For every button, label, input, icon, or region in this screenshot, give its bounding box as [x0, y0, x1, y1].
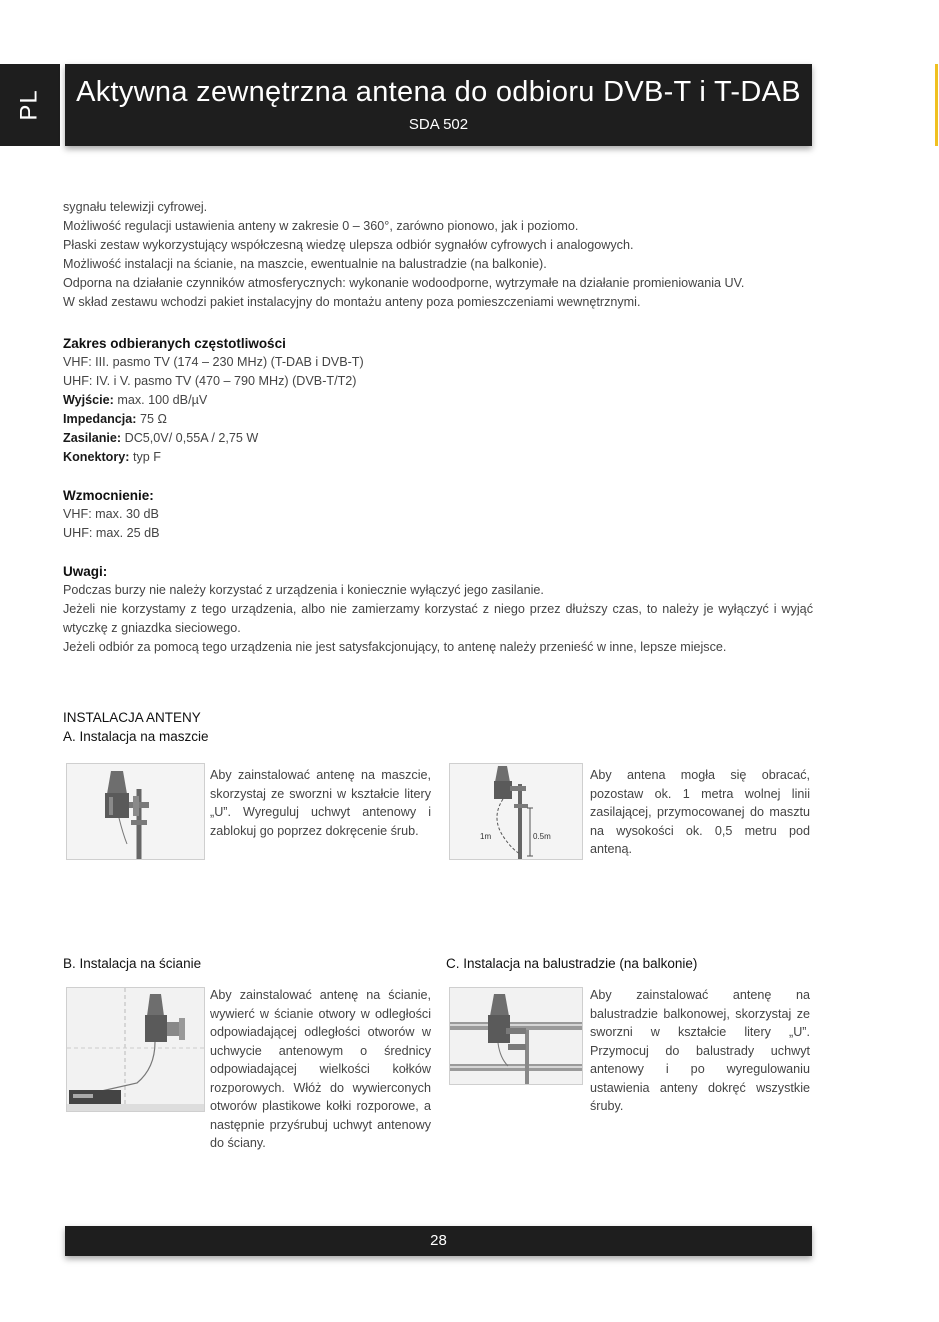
- frequency-heading: Zakres odbieranych częstotliwości: [63, 336, 286, 351]
- intro-line: Możliwość regulacji ustawienia anteny w zakresie 0 – 360°, zarówno pionowo, jak i poziomo.: [63, 219, 579, 233]
- page-number: 28: [430, 1232, 447, 1249]
- mast-mount-image: [66, 763, 205, 860]
- section-a-text-2: Aby antena mogła się obracać, pozostaw ok. 1 metra wolnej linii zasilającej, przymocowanej do masztu na wysokości ok. 0,5 metru pod anteną.: [590, 768, 810, 856]
- spec-output: Wyjście: max. 100 dB/µV: [63, 393, 208, 407]
- spec-power: Zasilanie: DC5,0V/ 0,55A / 2,75 W: [63, 431, 259, 445]
- intro-line: W skład zestawu wchodzi pakiet instalacyjny do montażu anteny poza pomieszczeniami wewnętrznymi.: [63, 295, 641, 309]
- content: [63, 198, 813, 657]
- language-tab: [0, 64, 60, 146]
- model-number: SDA 502: [408, 116, 469, 133]
- gain-heading: Wzmocnienie:: [63, 488, 154, 503]
- intro-line: Płaski zestaw wykorzystujący współczesną wiedzę ulepsza odbiór sygnałów cyfrowych i analogowych.: [63, 238, 634, 252]
- wall-mount-image: [66, 987, 205, 1112]
- installation-heading: INSTALACJA ANTENY: [63, 710, 201, 725]
- page-title: Aktywna zewnętrzna antena do odbioru DVB-T i T-DAB: [76, 76, 801, 108]
- page-edge-marker: [935, 64, 938, 146]
- uhf-range: UHF: IV. i V. pasmo TV (470 – 790 MHz) (DVB-T/T2): [63, 374, 357, 388]
- label-1m: 1m: [480, 832, 492, 841]
- notes-heading: Uwagi:: [63, 564, 108, 579]
- section-a-text-1: Aby zainstalować antenę na maszcie, skorzystaj ze sworzni w kształcie litery „U”. Wyreguluj uchwyt antenowy i zablokuj go poprzez dokręcenie śrub.: [210, 768, 431, 838]
- cable-clearance-image: [449, 763, 583, 860]
- intro-line: sygnału telewizji cyfrowej.: [63, 200, 208, 214]
- spec-impedance: Impedancja: 75 Ω: [63, 412, 167, 426]
- section-c-title: C. Instalacja na balustradzie (na balkonie): [446, 956, 698, 971]
- intro-line: Odporna na działanie czynników atmosferycznych: wykonanie wodoodporne, wytrzymałe na działanie promieniowania UV.: [63, 276, 745, 290]
- balcony-mount-image: [449, 987, 583, 1085]
- section-b-text: Aby zainstalować antenę na ścianie, wywierć w ścianie otwory w odległości odpowiadającej odległości otworów w uchwycie antenowym o średnicy odpowiadającej wielkości kołków rozporowych. Włóż do wywierconych otworów plastikowe kołki rozporowe, a następnie przyśrubuj uchwyt antenowy do ściany.: [210, 988, 431, 1150]
- section-b-title: B. Instalacja na ścianie: [63, 956, 202, 971]
- section-a-title: A. Instalacja na maszcie: [63, 729, 209, 744]
- section-c-text: Aby zainstalować antenę na balustradzie balkonowej, skorzystaj ze sworzni w kształcie litery „U”. Przymocuj do balustrady uchwyt antenowy i po wyregulowaniu ustawienia anteny dokręć wszystkie śruby.: [590, 988, 810, 1113]
- note-line: Podczas burzy nie należy korzystać z urządzenia i koniecznie wyłączyć jego zasilanie.: [63, 583, 544, 597]
- gain-uhf: UHF: max. 25 dB: [63, 526, 160, 540]
- label-05m: 0.5m: [533, 832, 551, 841]
- note-line: Jeżeli odbiór za pomocą tego urządzenia nie jest satysfakcjonujący, to antenę należy przenieść w inne, lepsze miejsce.: [63, 640, 727, 654]
- intro-line: Możliwość instalacji na ścianie, na maszcie, ewentualnie na balustradzie (na balkonie).: [63, 257, 547, 271]
- footer-bar: [65, 1226, 812, 1256]
- gain-vhf: VHF: max. 30 dB: [63, 507, 159, 521]
- note-line: Jeżeli nie korzystamy z tego urządzenia, albo nie zamierzamy korzystać z niego przez dłuższy czas, to należy je wyłączyć i wyjąć wtyczkę z gniazdka sieciowego.: [63, 602, 813, 635]
- header-bar: [65, 64, 812, 146]
- spec-connectors: Konektory: typ F: [63, 450, 161, 464]
- language-label: PL: [15, 89, 43, 121]
- vhf-range: VHF: III. pasmo TV (174 – 230 MHz) (T-DAB i DVB-T): [63, 355, 364, 369]
